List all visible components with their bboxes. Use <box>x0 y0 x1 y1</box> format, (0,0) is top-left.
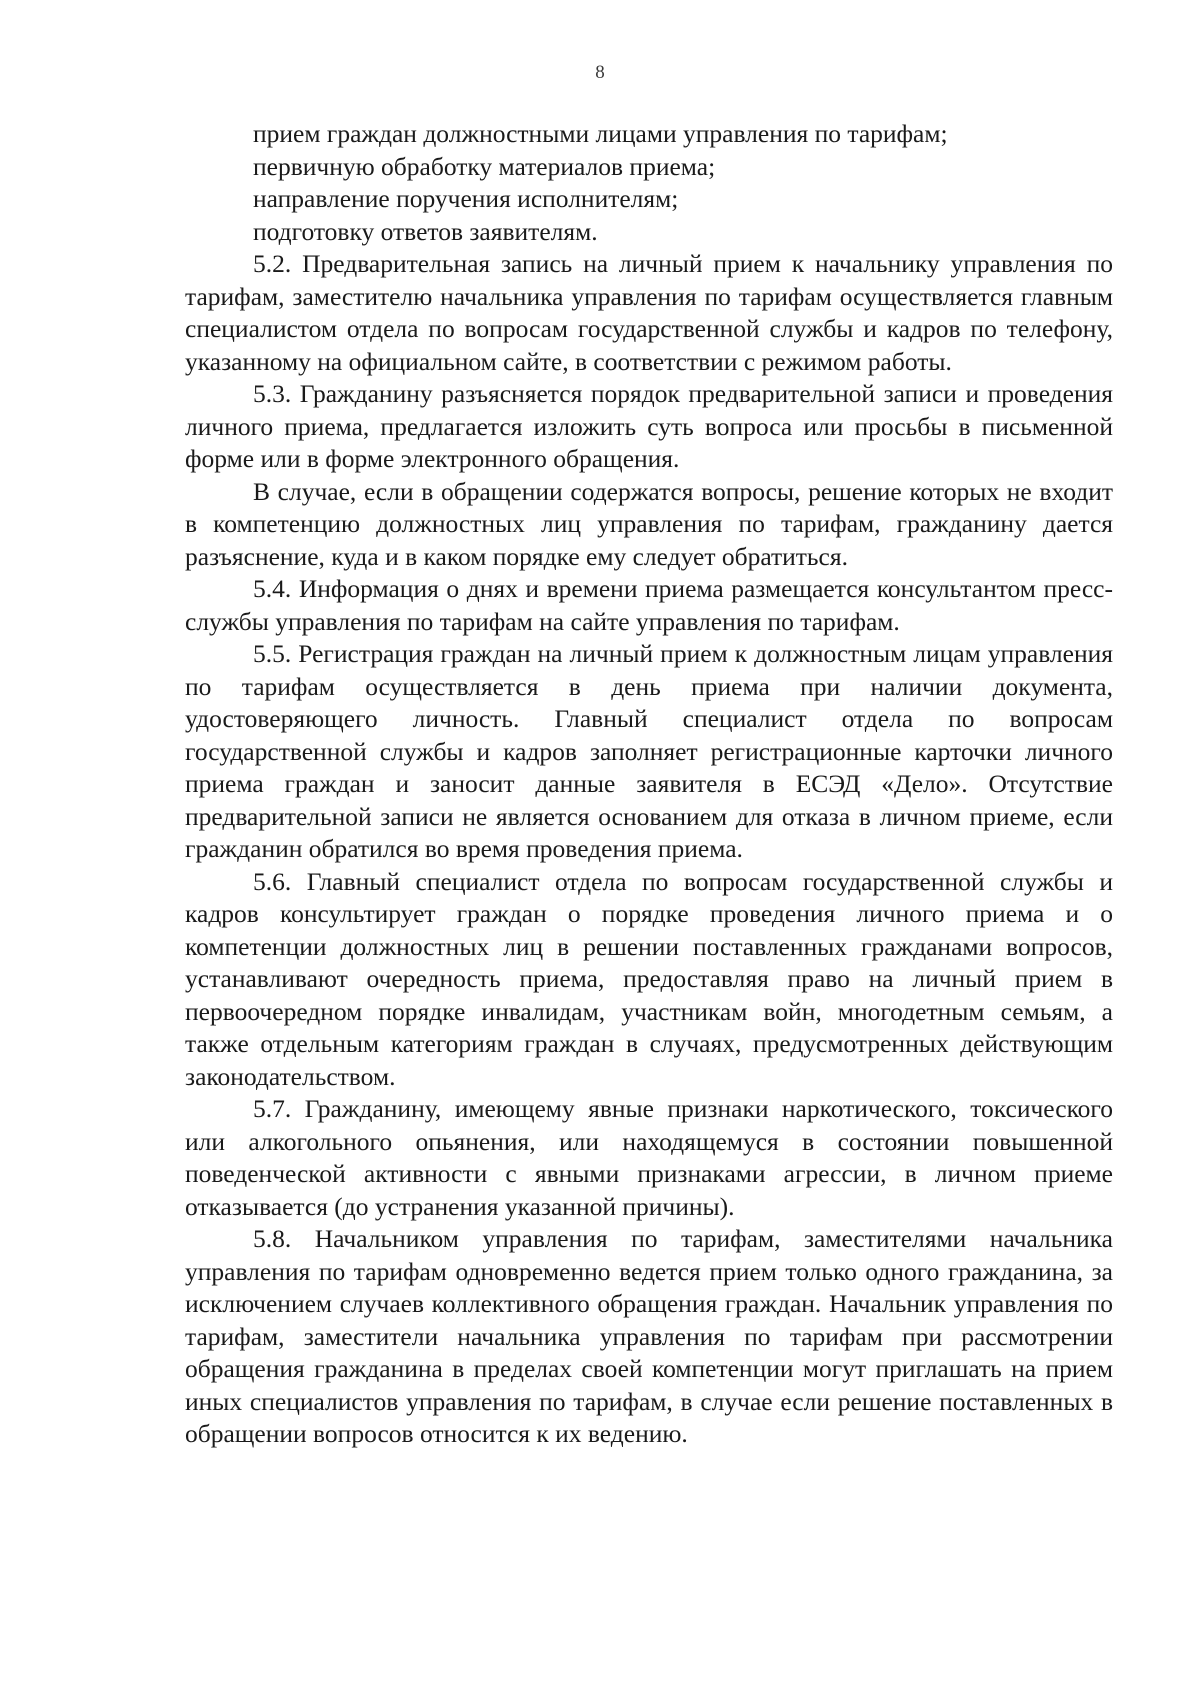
paragraph: 5.4. Информация о днях и времени приема размещается консультантом пресс-службы управления по тарифам на сайте управления по тарифам. <box>185 574 1113 636</box>
paragraph: В случае, если в обращении содержатся вопросы, решение которых не входит в компетенцию должностных лиц управления по тарифам, гражданину дается разъяснение, куда и в каком порядке ему следует обратиться. <box>185 476 1113 571</box>
document-body <box>185 118 1113 1451</box>
paragraph: 5.5. Регистрация граждан на личный прием к должностным лицам управления по тарифам осуществляется в день приема при наличии документа, удостоверяющего личность. Главный специалист отдела по вопросам государственной службы и кадров заполняет регистрационные карточки личного приема граждан и заносит данные заявителя в ЕСЭД «Дело». Отсутствие предварительной записи не является основанием для отказа в личном приеме, если гражданин обратился во время проведения приема. <box>185 639 1113 863</box>
paragraph: 5.7. Гражданину, имеющему явные признаки наркотического, токсического или алкогольного опьянения, или находящемуся в состоянии повышенной поведенческой активности с явными признаками агрессии, в личном приеме отказывается (до устранения указанной причины). <box>185 1094 1113 1221</box>
paragraph: 5.3. Гражданину разъясняется порядок предварительной записи и проведения личного приема, предлагается изложить суть вопроса или просьбы в письменной форме или в форме электронного обращения. <box>185 379 1113 473</box>
paragraph: направление поручения исполнителям; <box>253 184 679 213</box>
paragraph: 5.8. Начальником управления по тарифам, заместителями начальника управления по тарифам одновременно ведется прием только одного гражданина, за исключением случаев коллективного обращения граждан. Начальник управления по тарифам, заместители начальника управления по тарифам при рассмотрении обращения гражданина в пределах своей компетенции могут приглашать на прием иных специалистов управления по тарифам, в случае если решение поставленных в обращении вопросов относится к их ведению. <box>185 1224 1113 1448</box>
paragraph: прием граждан должностными лицами управления по тарифам; <box>253 119 948 148</box>
paragraph: 5.2. Предварительная запись на личный прием к начальнику управления по тарифам, заместителю начальника управления по тарифам осуществляется главным специалистом отдела по вопросам государственной службы и кадров по телефону, указанному на официальном сайте, в соответствии с режимом работы. <box>185 249 1113 376</box>
paragraph: подготовку ответов заявителям. <box>253 216 598 246</box>
paragraph: первичную обработку материалов приема; <box>253 151 716 181</box>
paragraph: 5.6. Главный специалист отдела по вопросам государственной службы и кадров консультирует граждан о порядке проведения личного приема и о компетенции должностных лиц в решении поставленных гражданами вопросов, устанавливают очередность приема, предоставляя право на личный прием в первоочередном порядке инвалидам, участникам войн, многодетным семьям, а также отдельным категориям граждан в случаях, предусмотренных действующим законодательством. <box>185 866 1113 1091</box>
page-number: 8 <box>595 62 605 83</box>
